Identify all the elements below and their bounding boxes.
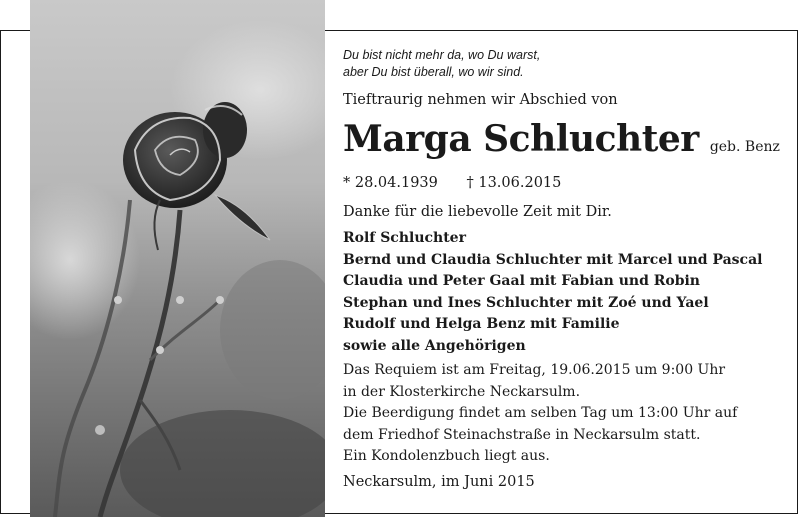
memorial-quote: [343, 47, 540, 81]
mourner-entry: sowie alle Angehörigen: [343, 337, 526, 354]
birth-name: geb. Benz: [709, 139, 780, 155]
mourner-entry: Claudia und Peter Gaal mit Fabian und Robin: [343, 273, 700, 289]
thanks-text: Danke für die liebevolle Zeit mit Dir.: [343, 204, 612, 220]
mourner-entry: Rudolf und Helga Benz mit Familie: [343, 316, 620, 332]
mourners-list: [343, 228, 762, 357]
service-line: in der Klosterkirche Neckarsulm.: [343, 383, 581, 400]
service-line: dem Friedhof Steinachstraße in Neckarsulm statt.: [343, 426, 701, 443]
mourner-entry: Stephan und Ines Schluchter mit Zoé und Yael: [343, 294, 709, 311]
deceased-name: Marga Schluchter: [343, 118, 699, 160]
quote-line-1: Du bist nicht mehr da, wo Du warst,: [343, 48, 541, 62]
service-line: Die Beerdigung findet am selben Tag um 13:00 Uhr auf: [343, 405, 738, 421]
birth-date: * 28.04.1939: [343, 175, 438, 191]
mourner-entry: Bernd und Claudia Schluchter mit Marcel und Pascal: [343, 251, 763, 268]
service-line: Das Requiem ist am Freitag, 19.06.2015 um 9:00 Uhr: [343, 362, 726, 378]
service-info: [343, 360, 737, 468]
rose-image: [30, 0, 325, 517]
mourner-entry: Rolf Schluchter: [343, 230, 466, 246]
intro-text: Tieftraurig nehmen wir Abschied von: [343, 92, 618, 108]
quote-line-2: aber Du bist überall, wo wir sind.: [343, 65, 524, 79]
death-date: † 13.06.2015: [466, 175, 562, 191]
life-dates: [343, 175, 585, 191]
frosted-rose-photo: [30, 0, 325, 517]
deceased-name-line: [343, 118, 780, 160]
place-and-date: Neckarsulm, im Juni 2015: [343, 474, 535, 490]
service-line: Ein Kondolenzbuch liegt aus.: [343, 448, 550, 464]
